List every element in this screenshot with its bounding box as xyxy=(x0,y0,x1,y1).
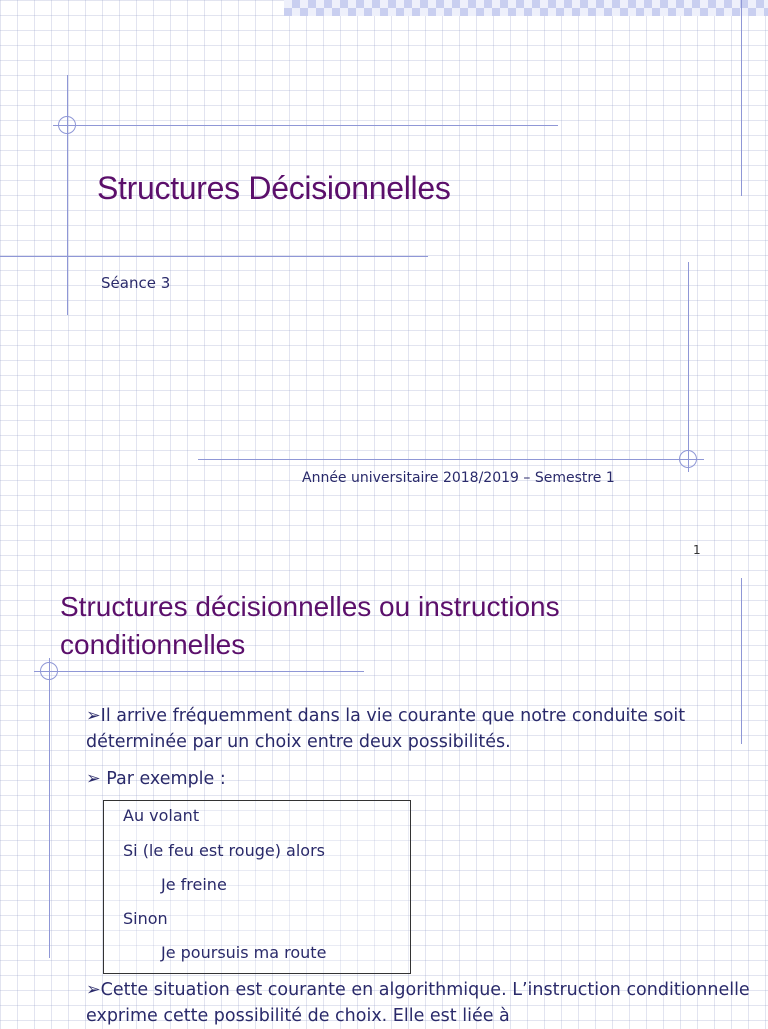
bullet-example: ➢ Par exemple : xyxy=(86,769,226,789)
example-line: Au volant xyxy=(123,806,200,825)
deco-ring-slide2 xyxy=(40,662,58,680)
deco-hline-top xyxy=(53,125,558,126)
slide1-subtitle: Séance 3 xyxy=(101,274,171,292)
deco-hline-bottom xyxy=(198,459,704,460)
deco-vline-right-top xyxy=(741,0,742,196)
slide1-footer: Année universitaire 2018/2019 – Semestre 1 xyxy=(302,470,615,486)
deco-hline-mid xyxy=(0,256,428,257)
example-box xyxy=(103,800,411,974)
deco-hline-slide2 xyxy=(34,671,364,672)
page-number: 1 xyxy=(693,543,701,557)
bullet-intro: ➢Il arrive fréquemment dans la vie courante que notre conduite soit déterminée par un choix entre deux possibilités. xyxy=(86,706,686,752)
example-line: Sinon xyxy=(123,909,168,928)
deco-vline-right xyxy=(688,262,689,472)
deco-ring-bottom xyxy=(679,450,697,468)
slide2-title: Structures décisionnelles ou instructions conditionnelles xyxy=(60,591,560,660)
deco-ring-top xyxy=(58,116,76,134)
deco-vline-left xyxy=(67,75,68,315)
example-line: Si (le feu est rouge) alors xyxy=(123,841,325,860)
deco-vline-slide2-left xyxy=(49,658,50,958)
slide1-title: Structures Décisionnelles xyxy=(97,170,451,206)
example-line: Je freine xyxy=(161,875,227,894)
example-line: Je poursuis ma route xyxy=(161,943,327,962)
checker-banner xyxy=(284,0,768,16)
bullet-situation: ➢Cette situation est courante en algorithmique. L’instruction conditionnelle exprime cette possibilité de choix. Elle est liée à xyxy=(86,980,750,1026)
